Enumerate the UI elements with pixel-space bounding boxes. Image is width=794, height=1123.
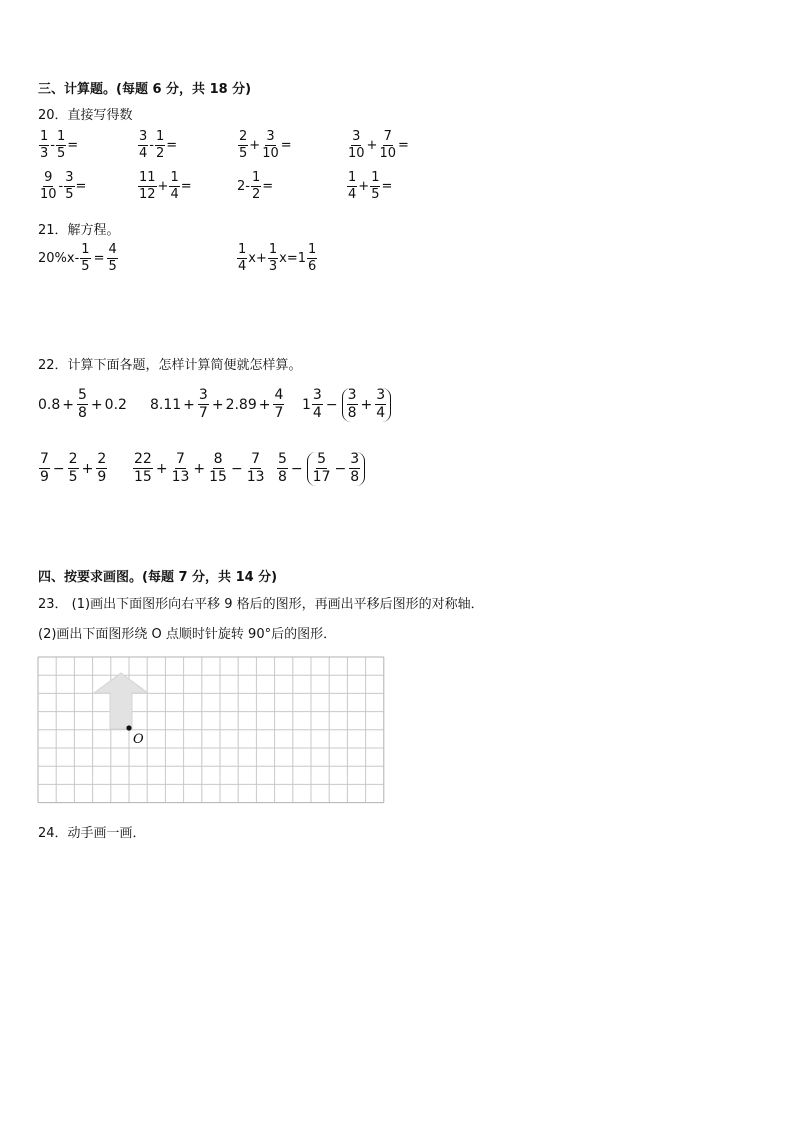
q21-title: 21．解方程。 [38, 223, 120, 238]
eq2-fraction-1: $\frac{1}{4}$ [238, 242, 247, 275]
eq1-lead: 20%x- [38, 251, 80, 267]
q21-equation-1 [38, 243, 119, 275]
parenthesis-group: $\frac{3}{8}$ + $\frac{3}{4}$ [342, 388, 392, 422]
q22-title: 22．计算下面各题，怎样计算简便就怎样算。 [38, 358, 302, 373]
q22-expression-1: 0.8 + $\frac{5}{8}$ + 0.2 [38, 387, 127, 422]
eq2-fraction-2: $\frac{1}{3}$ [268, 242, 278, 275]
q22-expression-3: 1 $\frac{3}{4}$ − $\frac{3}{8}$ + $\frac{3}{4}$ [302, 388, 393, 422]
q20-title: 20．直接写得数 [38, 108, 133, 123]
q23-line-1: 23． (1)画出下面图形向右平移 9 格后的图形，再画出平移后图形的对称轴． [38, 597, 484, 612]
arrow-shape [94, 673, 148, 729]
point-o-dot [126, 725, 131, 730]
eq1-equals: = [93, 251, 105, 267]
q21-equation-2 [236, 243, 318, 275]
section4-title: 四、按要求画图。(每题 7 分，共 14 分) [38, 570, 278, 585]
q20-item: $\frac{3}{10}$ + $\frac{7}{10}$ = [348, 129, 409, 162]
q20-item: $\frac{1}{4}$ + $\frac{1}{5}$ = [348, 170, 393, 203]
q23-line-2: (2)画出下面图形绕 O 点顺时针旋转 90°后的图形． [38, 627, 337, 642]
q20-item: 2- $\frac{1}{2}$ = [237, 170, 274, 203]
eq2-mid-1: x+ [248, 251, 267, 267]
q20-item: $\frac{1}{3}$ - $\frac{1}{5}$ = [40, 129, 79, 162]
q20-item: $\frac{11}{12}$ + $\frac{1}{4}$ = [139, 170, 192, 203]
q22-expression-6: $\frac{5}{8}$ − $\frac{5}{17}$ − $\frac{3}{8}$ [276, 452, 367, 486]
grid-lines [38, 657, 384, 803]
eq2-mixed-number: 1 $\frac{1}{6}$ [297, 242, 317, 275]
q22-expression-5: $\frac{22}{15}$ + $\frac{7}{13}$ + $\frac{8}{15}$ − $\frac{7}{13}$ [134, 451, 265, 486]
q24-title: 24．动手画一画． [38, 826, 146, 841]
q22-expression-4: $\frac{7}{9}$ − $\frac{2}{5}$ + $\frac{2}{9}$ [40, 451, 107, 486]
parenthesis-group: $\frac{5}{17}$ − $\frac{3}{8}$ [307, 452, 365, 486]
point-o-label: O [133, 732, 144, 747]
q22-expression-2: 8.11 + $\frac{3}{7}$ + 2.89 + $\frac{4}{7}$ [150, 387, 284, 422]
eq1-fraction-2: $\frac{4}{5}$ [108, 242, 117, 275]
q23-grid-figure [36, 655, 390, 807]
q20-item: $\frac{2}{5}$ + $\frac{3}{10}$ = [239, 129, 292, 162]
eq2-mid-2: x= [279, 251, 298, 267]
eq1-fraction-1: $\frac{1}{5}$ [81, 242, 90, 275]
section3-title: 三、计算题。(每题 6 分，共 18 分) [38, 82, 252, 97]
q20-item: $\frac{3}{4}$ - $\frac{1}{2}$ = [139, 129, 178, 162]
q20-item: $\frac{9}{10}$ - $\frac{3}{5}$ = [40, 170, 87, 203]
